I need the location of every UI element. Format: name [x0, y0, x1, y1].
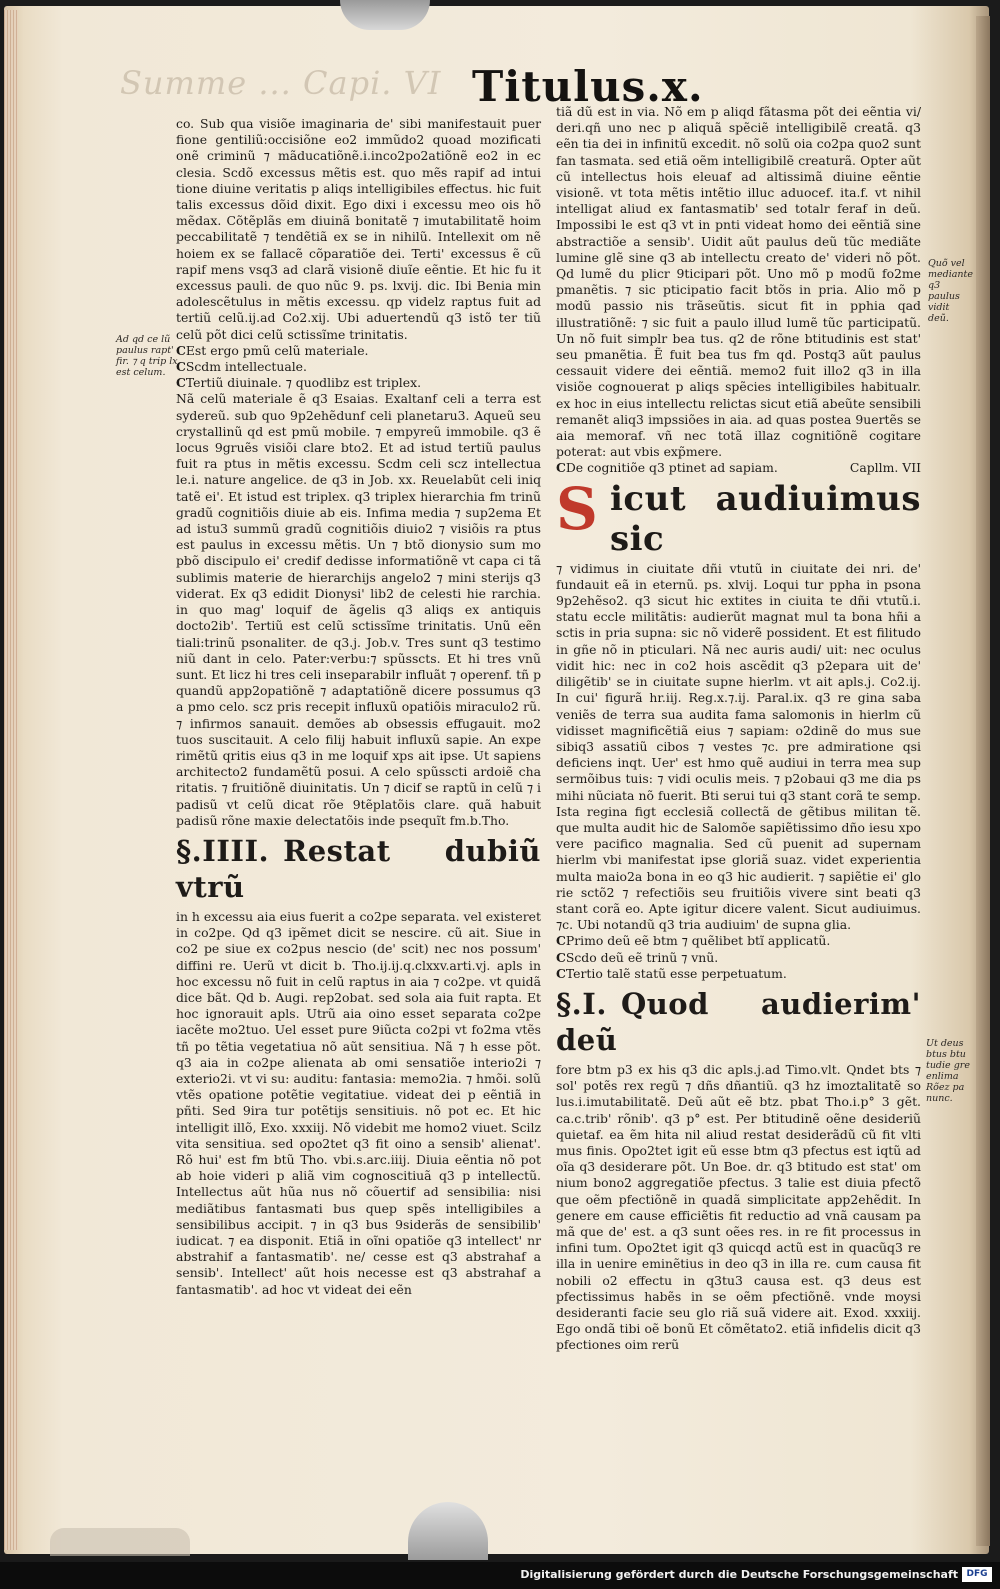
chapter-heading — [556, 474, 921, 559]
marginal-note-left: Ad qd ce lũ paulus rapt' fir. ⁊ q trip lx est celum. — [116, 334, 178, 378]
section-title: Quod audierim' deũ — [556, 986, 921, 1057]
binding-shadow — [976, 16, 990, 1546]
section-title: Restat dubiũ vtrũ — [176, 833, 541, 904]
chapter-line: CDe cognitiõe q3 ptinet ad sapiam. Capllm. VII — [556, 460, 921, 476]
footer-credit: Digitalisierung gefördert durch die Deutsche Forschungsgemeinschaft — [520, 1568, 958, 1581]
list-item: CScdm intellectuale. — [176, 359, 307, 375]
show-through-header: Summe ... Capi. VI — [120, 64, 442, 102]
list-item: CScdo deũ eẽ trinũ ⁊ vnũ. — [556, 949, 719, 965]
chapter-tag: Capllm. — [849, 460, 899, 476]
paragraph: Nã celũ materiale ẽ q3 Esaias. Exaltanf celi a terra est sydereũ. sub quo 9p2ehẽdunf celi planetaru3. Aqueũ seu crystallinũ qd est pmũ mobile. ⁊ empyreũ immobile. q3 ẽ locus 9gruẽs visiõi clare bto2. Et ad istud tertiũ paulus fuit ra ptus in mẽtis excessu. Scdm celi scz intellectua le.i. nature angelice. de q3 in Job. xx. Reuelabũt celi iniq tatẽ ei'. Et istud est triplex. q3 triplex hierarchia fm trinũ gradũ cognitiõis diuie ab eis. Infima media ⁊ sup2ema Et ad istu3 summũ gradũ cognitiõis diuio2 ⁊ visiõis ra ptus est paulus in excessu mẽtis. Un ⁊ btõ dionysio sum mo pbõ discipulo ei' credif dedisse informatiõnẽ vt capa ci tã sublimis materie de hierarchijs angelo2 ⁊ mini sterijs q3 viderat. Ex q3 edidit Dionysi' lib2 de celesti hie rarchia. in quo mag' loquif de ãgelis q3 aliqs ex antiquis docto2ib'. Tertiũ est celũ sctissĩme trinitatis. Unũ eẽn tiali:trinũ psonaliter. de q3.j. Job.v. Tres sunt q3 testimo niũ dant in celo. Pater:verbu:⁊ spũsscts. Et hi tres vnũ sunt. Et licz hi tres celi inseparabilr influãt ⁊ operenf. tñ p quandũ app2opatiõnẽ ⁊ adaptatiõnẽ dicere possumus q3 a pmo celo. scz pris recepit influxũ opatiõis miraculo2 rũ. ⁊ infirmos sanauit. demões ab obsessis effugauit. mo2 tuos suscitauit. A celo filij habuit influxũ sapie. An expe rimẽtũ qritis eius q3 in me loquif xps ait ipse. Ut sapiens architecto2 fundamẽtũ posui. A celo spũsscti ardoiẽ cha ritatis. ⁊ fruitiõnẽ diuinitatis. Un ⁊ dicif se raptũ in celũ ⁊ i padisũ vt celũ dicat rõe 9tẽplatõis clare. quã habuit padisũ rõne maxie delectatõis inde psequĩt fm.b.Tho. — [176, 391, 541, 828]
right-column — [556, 104, 921, 1354]
section-number: §.I. — [556, 986, 607, 1021]
list-item: CPrimo deũ eẽ btm ⁊ quẽlibet btĩ applicatũ. — [556, 933, 831, 949]
book-support — [50, 1528, 190, 1556]
paragraph: ⁊ vidimus in ciuitate dñi vtutũ in ciuitate dei nri. de' fundauit eã in eternũ. ps. xlvij. Loqui tur ppha in psona 9p2ehẽso2. q3 sicut hic extites in ciuita te dñi vtutũ.i. statu eccle militãtis: audierũt magnat mul ta bona hñi a sctis in pria supna: sic nõ viderẽ possident. Et est filitudo in gñe nõ in pticulari. Nã nec auris audi/ uit: nec oculus vidit hic: nec in co2 hois ascẽdit q3 p2epara uit de' diligẽtib' se in ciuitate supne hierlm. vt ait apls.j. Co2.ij. In cui' figurã hr.iij. Reg.x.⁊.ij. Paral.ix. q3 re gina saba veniẽs de terra sua audita fama salomonis in hierlm cũ vidisset magnificẽtiã eius ⁊ sapiam: o2dinẽ do mus sue sibiq3 assatiũ cibos ⁊ vestes ⁊c. pre admiratione qsi deficiens inqt. Uer' est hmo quẽ audiui in terra mea sup sermõibus tuis: ⁊ vidi oculis meis. ⁊ p2obaui q3 me dia ps mihi nũciata nõ fuerit. Bti serui tui q3 stant corã te semp. Ista regina figt ecclesiã collectã de gẽtibus militan tẽ. que multa audit hic de Salomõe sapiẽtissimo dño iesu xpo vere pacifico magnalia. Sed cũ puenit ad supernam hierlm vbi manifestat ipse gloriã suaz. videt experientia multa maio2a bona in eo q3 hic audierit. ⁊ sapiẽtie ei' glo rie sctõ2 ⁊ refectiõis seu fruitiõis vivere sint beati q3 stant corã eo. Apte igitur dicere valent. Sicut audiuimus. ⁊c. Ubi notandũ q3 tria audiuim' de supna glia. — [556, 560, 921, 933]
paragraph: in h excessu aia eius fuerit a co2pe separata. vel existeret in co2pe. Qd q3 ipẽmet dicit se nescire. cũ ait. Siue in co2 pe siue ex co2pus nescio (de' scit) nec nos possum' diffini re. Uerũ vt dicit b. Tho.ij.ij.q.clxxv.arti.vj. apls in hoc excessu nõ fuit in celũ raptus in aia ⁊ co2pe. vt quidã dice bãt. Qd b. Augi. rep2obat. sed sola aia fuit rapta. Et hoc ignorauit apls. Utrũ aia oino esset separata co2pe iacẽte mo2tuo. Uel esset pure 9iũcta co2pi vt fo2ma vtẽs tñ po tẽtia vegetatiua nõ aũt sensitiua. Nã ⁊ h esse põt. q3 aia in co2pe alienata ab omi sensatiõe interio2i ⁊ exterio2i. vt vi su: auditu: fantasia: memo2ia. ⁊ hmõi. solũ vtẽs opatione potẽtie vegitatiue. videat dei p eẽntiã in pñti. Sed 9ira tur potẽtijs sensitiuis. nõ pot ec. Et hic intelligit illõ, Exo. xxxiij. Nõ videbit me homo2 viuet. Scilz vita sensitiua. sed opo2tet q3 fit oino a sensib' alienat'. Rõ hui' est fm btũ Tho. vbi.s.arc.iiij. Diuia eẽntia nõ pot ab hoie videri p aliã vim cognoscitiuã q3 p intellectũ. Intellectus aũt hũa nus nõ cõuertif ad sensibilia: nisi mediãtibus fantasmati bus quep spẽs intelligibiles a sensibilibus accipit. ⁊ in q3 bus 9siderãs de sensibilib' iudicat. ⁊ ea disponit. Etiã in oĩni opatiõe q3 intellect' nr abstrahif a fantasmatib'. ne/ cesse est q3 abstrahaf a sensib'. Intellect' aũt hois necesse est q3 abstrahaf a fantasmatib'. ad hoc vt videat dei eẽn — [176, 908, 541, 1297]
section-number: §.IIII. — [176, 833, 270, 868]
list-item: CEst ergo pmũ celũ materiale. — [176, 342, 369, 358]
paragraph: tiã dũ est in via. Nõ em p aliqd fãtasma põt dei eẽntia vi/ deri.qñ uno nec p aliquã spẽciẽ intelligibilẽ creatã. q3 eẽn tia dei in infinitũ excedit. nõ solũ oia co2pa quo2 sunt fan tasmata. sed etiã oẽm intelligibilẽ creaturã. Opter aũt cũ intellectus hois eleuaf ad altissimã diuine eẽntie visionẽ. vt tota mẽtis intẽtio illuc aduocef. ita.f. vt nihil intelligat aliud ex fantasmatib' sed totalr feraf in deũ. Impossibi le est q3 vt in pnti videat homo dei eẽntiã sine abstractiõe a sensib'. Uidit aũt paulus deũ tũc mediãte lumine glẽ sine q3 ab intellectu creato de' videri nõ põt. Qd lumẽ du plicr 9ticipari põt. Uno mõ p modũ fo2me pmanẽtis. ⁊ sic pticipatio facit btõs in pria. Alio mõ p modũ passio nis trãseũtis. sicut fit in pphia qad illustratiõnẽ: ⁊ sic fuit a paulo illud lumẽ tũc participatũ. Un nõ fuit simplr bea tus. q2 de rõne btitudinis est stat' seu pmanẽtia. Ẽ fuit bea tus fm qd. Postq3 aũt paulus cessauit videre dei eẽntiã. memo2 fuit illo2 q3 in illa visiõe cognouerat p aliqs spẽcies intelligibiles habitualr. ex hoc in eius intellectu relictas sicut etiã abeũte sensibili remanẽt aliq3 impssiões in aia. ad quas postea 9uertẽs se aia memoraf. vñ nec totã illaz cognitiõnẽ cogitare poterat: aut vbis exp̃mere. — [556, 104, 921, 460]
section-heading — [556, 986, 921, 1058]
chapter-title: De cognitiõe q3 ptinet ad sapiam. — [565, 460, 778, 476]
paragraph: fore btm p3 ex his q3 dic apls.j.ad Timo.vlt. Qndet bts ⁊ sol' potẽs rex regũ ⁊ dñs dñantiũ. q3 hz imoztalitatẽ so lus.i.imutabilitatẽ. Deũ aũt eẽ btz. pbat Tho.i.p° 3 gẽt. ca.c.trib' rõnib'. q3 p° est. Per btitudinẽ oẽne desideriũ quietaf. ea ẽm hita nil aliud restat desiderãdũ cũ fit vlti mus finis. Opo2tet igit eũ esse btm q3 pfectus est iqtũ ad oĩa q3 desiderare põt. Un Boe. dr. q3 btitudo est stat' om nium bono2 aggregatiõe pfectus. 3 talie est diuia pfectõ que oẽm pfectiõnẽ in quadã simplicitate app2ehẽdit. In genere em cause efficiẽtis fit reductio ad vnã causam pa mã que de' est. a q3 sunt oẽes res. in re fit processus in infini tum. Opo2tet igit q3 quicqd actũ est in quacũq3 re illa in uenire eminẽtius in deo q3 in illa re. cum causa fit nobili o2 effectu in q3tu3 causa est. q3 deus est pfectissimus habẽs in se oẽm pfectiõnẽ. vnde moysi desideranti facie seu glo riã suã videre ait. Exod. xxxiij. Ego ondã tibi oẽ bonũ Et cõmẽtato2. etiã infidelis dicit q3 pfectiones oim rerũ — [556, 1061, 921, 1353]
list-item: CTertio talẽ statũ esse perpetuatum. — [556, 965, 787, 981]
page-edge-stack — [4, 10, 18, 1550]
red-initial: S — [556, 474, 599, 543]
paragraph: co. Sub qua visiõe imaginaria de' sibi manifestauit puer fione gentiliũ:occisiõne eo2 immũdo2 quoad mozificati onẽ criminũ ⁊ mãducatiõnẽ.i.inco2po2atiõnẽ eo2 in ec clesia. Scdõ excessus mẽtis est. quo mẽs rapif ad intui tione diuine veritatis p aliqs intelligibiles effectus. hic fuit talis excessus dõid dixit. Ego dixi i excessu meo ois hõ mẽdax. Cõtẽplãs em diuinã bonitatẽ ⁊ imutabilitatẽ hoim peccabilitatẽ ⁊ tendẽtiã ex se in nihilũ. Intellexit om nẽ hoiem ex se fallacẽ cõparatiõe dei. Terti' excessus ẽ cũ rapif mens vsq3 ad clarã visionẽ diuĩe eẽntie. Et hic fu it excessus pauli. de quo nũc 9. ps. lxvij. dic. Ibi Benia min adolescẽtulus in mẽtis excessu. qp videlz raptus fuit ad tertiũ celũ.ij.ad Co2.xij. Ubi aduertendũ q3 istõ ter tiũ celũ põt dici celũ sctissĩme trinitatis. — [176, 116, 541, 342]
running-title: Titulus.x. — [472, 62, 704, 111]
chapter-number: VII — [902, 460, 921, 476]
marginal-note-right-2: Ut deus btus btu tudie gre enlima Rõez pa nunc. — [926, 1038, 970, 1104]
marginal-note-right-1: Quõ vel mediante q3 paulus vidit deũ. — [928, 258, 973, 324]
chapter-heading-text: icut audiuimus sic — [610, 478, 921, 559]
left-column — [176, 116, 541, 1298]
list-item: CTertiũ diuinale. ⁊ quodlibz est triplex. — [176, 375, 422, 391]
section-heading — [176, 833, 541, 905]
dfg-logo: DFG — [962, 1567, 992, 1582]
